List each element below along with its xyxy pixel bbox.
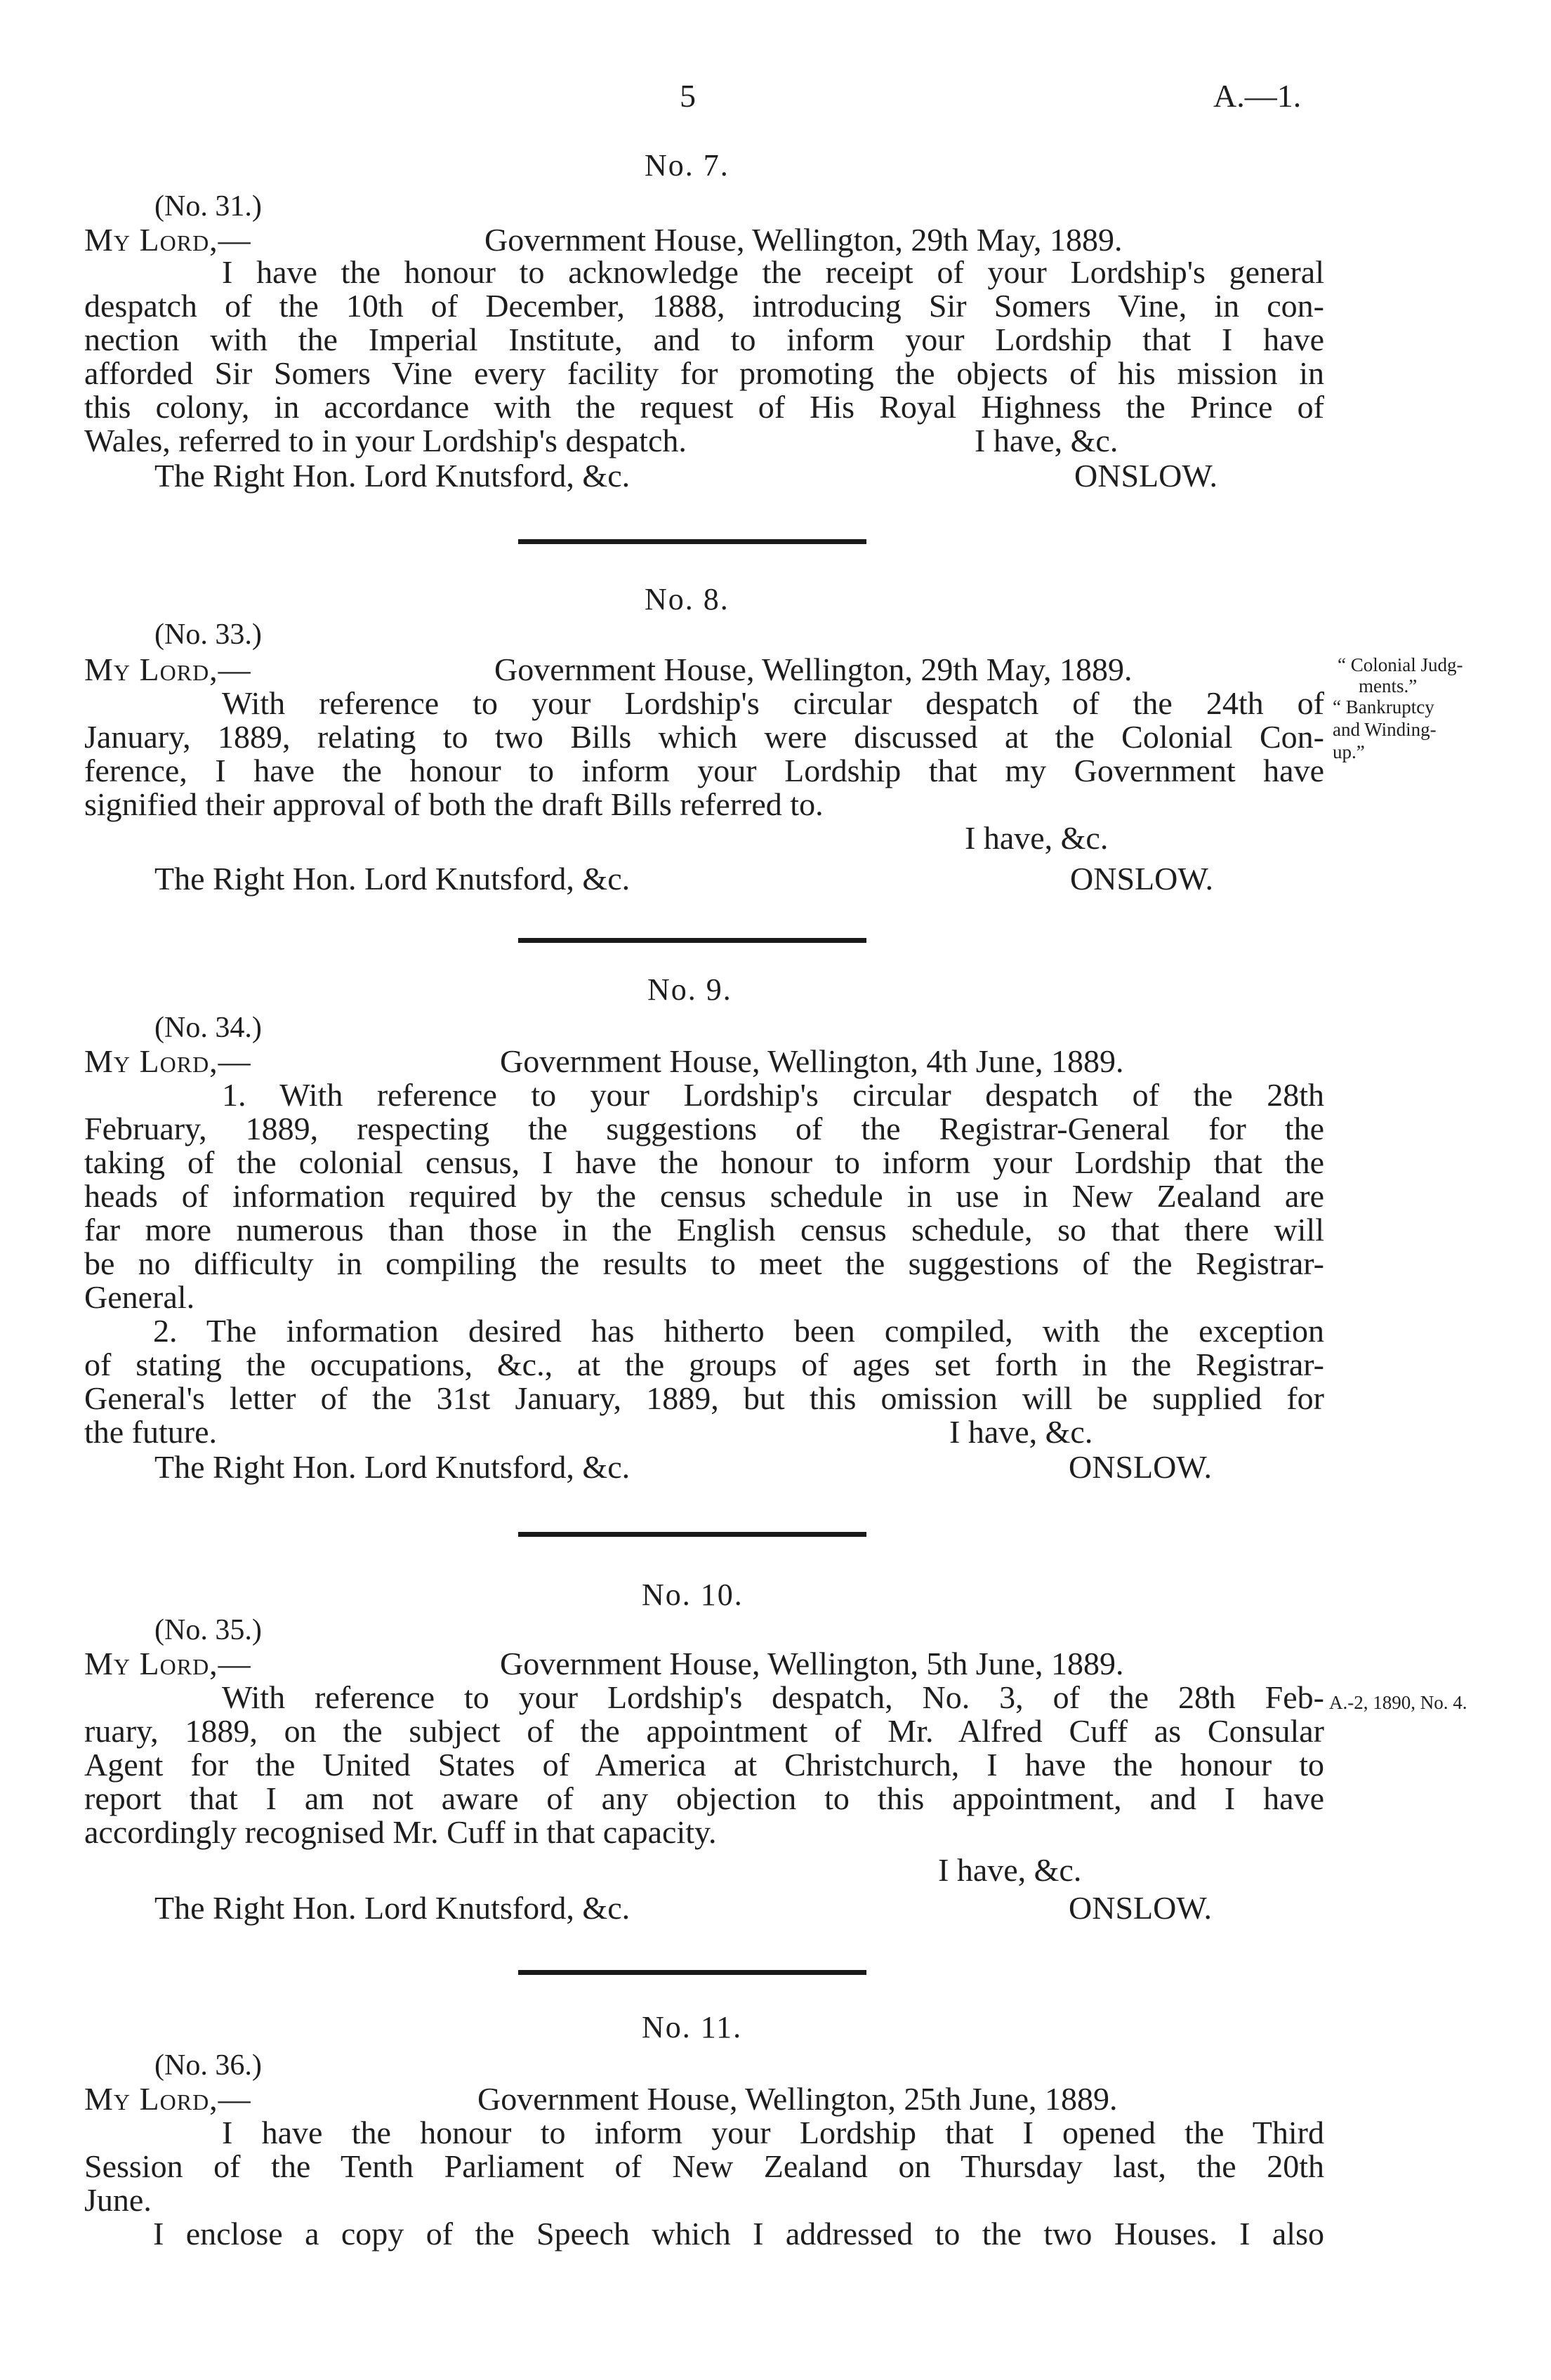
section-divider xyxy=(518,1532,866,1537)
salutation: My Lord,— xyxy=(84,2081,251,2117)
body-line: June. xyxy=(84,2182,152,2218)
signature: ONSLOW. xyxy=(1070,861,1214,897)
margin-note: ments.” xyxy=(1359,675,1418,696)
body-line: far more numerous than those in the English census schedule, so that there will xyxy=(84,1212,1324,1248)
margin-note: “ Bankruptcy xyxy=(1333,696,1434,718)
body-line: January, 1889, relating to two Bills which were discussed at the Colonial Con- xyxy=(84,719,1324,755)
letter-number: No. 9. xyxy=(647,972,732,1007)
body-line: I enclose a copy of the Speech which I addressed to the two Houses. I also xyxy=(153,2216,1324,2252)
body-line: Session of the Tenth Parliament of New Zealand on Thursday last, the 20th xyxy=(84,2148,1324,2184)
body-line: I have the honour to acknowledge the receipt of your Lordship's general xyxy=(222,254,1324,290)
body-line: this colony, in accordance with the request of His Royal Highness the Prince of xyxy=(84,389,1324,425)
dateline: Government House, Wellington, 25th June, 1889. xyxy=(477,2081,1118,2117)
body-line: With reference to your Lordship's circular despatch of the 24th of xyxy=(222,685,1324,721)
body-line: taking of the colonial census, I have the honour to inform your Lordship that the xyxy=(84,1144,1324,1180)
body-line: of stating the occupations, &c., at the groups of ages set forth in the Registrar- xyxy=(84,1347,1324,1382)
margin-note: and Winding- xyxy=(1333,719,1437,740)
body-line: February, 1889, respecting the suggestions of the Registrar-General for the xyxy=(84,1111,1324,1146)
body-line: be no difficulty in compiling the results to meet the suggestions of the Registrar- xyxy=(84,1245,1324,1281)
body-line: With reference to your Lordship's despatch, No. 3, of the 28th Feb- xyxy=(222,1679,1324,1715)
signature: ONSLOW. xyxy=(1069,1449,1213,1485)
dateline: Government House, Wellington, 4th June, 1889. xyxy=(500,1043,1124,1079)
body-line: General's letter of the 31st January, 1889, but this omission will be supplied for xyxy=(84,1380,1324,1416)
dateline: Government House, Wellington, 5th June, 1889. xyxy=(500,1646,1124,1681)
letter-number: No. 11. xyxy=(642,2010,743,2044)
despatch-reference: (No. 36.) xyxy=(154,2049,262,2082)
addressee: The Right Hon. Lord Knutsford, &c. xyxy=(154,458,631,494)
letter-number: No. 10. xyxy=(642,1578,744,1612)
despatch-reference: (No. 35.) xyxy=(154,1614,262,1646)
body-line: afforded Sir Somers Vine every facility for promoting the objects of his mission in xyxy=(84,355,1324,391)
body-line: accordingly recognised Mr. Cuff in that capacity. xyxy=(84,1814,717,1850)
section-divider xyxy=(518,539,866,544)
closing: I have, &c. xyxy=(949,1414,1093,1450)
addressee: The Right Hon. Lord Knutsford, &c. xyxy=(154,1890,631,1926)
body-line: signified their approval of both the draft Bills referred to. xyxy=(84,786,824,822)
body-line: I have the honour to inform your Lordship that I opened the Third xyxy=(222,2115,1324,2150)
body-line: nection with the Imperial Institute, and to inform your Lordship that I have xyxy=(84,322,1324,357)
body-line: ruary, 1889, on the subject of the appointment of Mr. Alfred Cuff as Consular xyxy=(84,1713,1324,1749)
section-divider xyxy=(518,938,866,943)
despatch-reference: (No. 34.) xyxy=(154,1012,262,1044)
body-line: heads of information required by the census schedule in use in New Zealand are xyxy=(84,1178,1324,1214)
body-line: General. xyxy=(84,1279,195,1315)
letter-number: No. 7. xyxy=(645,148,730,183)
letter-number: No. 8. xyxy=(645,582,730,616)
body-line: the future. xyxy=(84,1414,218,1450)
margin-note: up.” xyxy=(1333,741,1365,762)
document-reference: A.—1. xyxy=(1213,78,1302,114)
salutation: My Lord,— xyxy=(84,1646,251,1681)
body-line: 2. The information desired has hitherto been compiled, with the exception xyxy=(153,1313,1324,1349)
margin-note: A.-2, 1890, No. 4. xyxy=(1329,1692,1467,1713)
salutation: My Lord,— xyxy=(84,652,251,687)
body-line: Agent for the United States of America at Christchurch, I have the honour to xyxy=(84,1747,1324,1783)
addressee: The Right Hon. Lord Knutsford, &c. xyxy=(154,1449,631,1485)
closing: I have, &c. xyxy=(938,1852,1082,1888)
body-line: Wales, referred to in your Lordship's despatch. xyxy=(84,423,687,458)
body-line: 1. With reference to your Lordship's circular despatch of the 28th xyxy=(222,1077,1324,1113)
body-line: ference, I have the honour to inform your Lordship that my Government have xyxy=(84,753,1324,788)
closing: I have, &c. xyxy=(975,423,1118,458)
despatch-reference: (No. 33.) xyxy=(154,619,262,651)
closing: I have, &c. xyxy=(965,820,1109,856)
margin-note: “ Colonial Judg- xyxy=(1338,654,1463,675)
dateline: Government House, Wellington, 29th May, 1889. xyxy=(494,652,1133,687)
salutation: My Lord,— xyxy=(84,1043,251,1079)
signature: ONSLOW. xyxy=(1074,458,1218,494)
section-divider xyxy=(518,1970,866,1975)
body-line: report that I am not aware of any objection to this appointment, and I have xyxy=(84,1780,1324,1816)
body-line: despatch of the 10th of December, 1888, introducing Sir Somers Vine, in con- xyxy=(84,288,1324,324)
page-number: 5 xyxy=(680,78,696,114)
signature: ONSLOW. xyxy=(1069,1890,1213,1926)
salutation: My Lord,— xyxy=(84,222,251,258)
dateline: Government House, Wellington, 29th May, 1889. xyxy=(484,222,1123,258)
despatch-reference: (No. 31.) xyxy=(154,190,262,223)
addressee: The Right Hon. Lord Knutsford, &c. xyxy=(154,861,631,897)
